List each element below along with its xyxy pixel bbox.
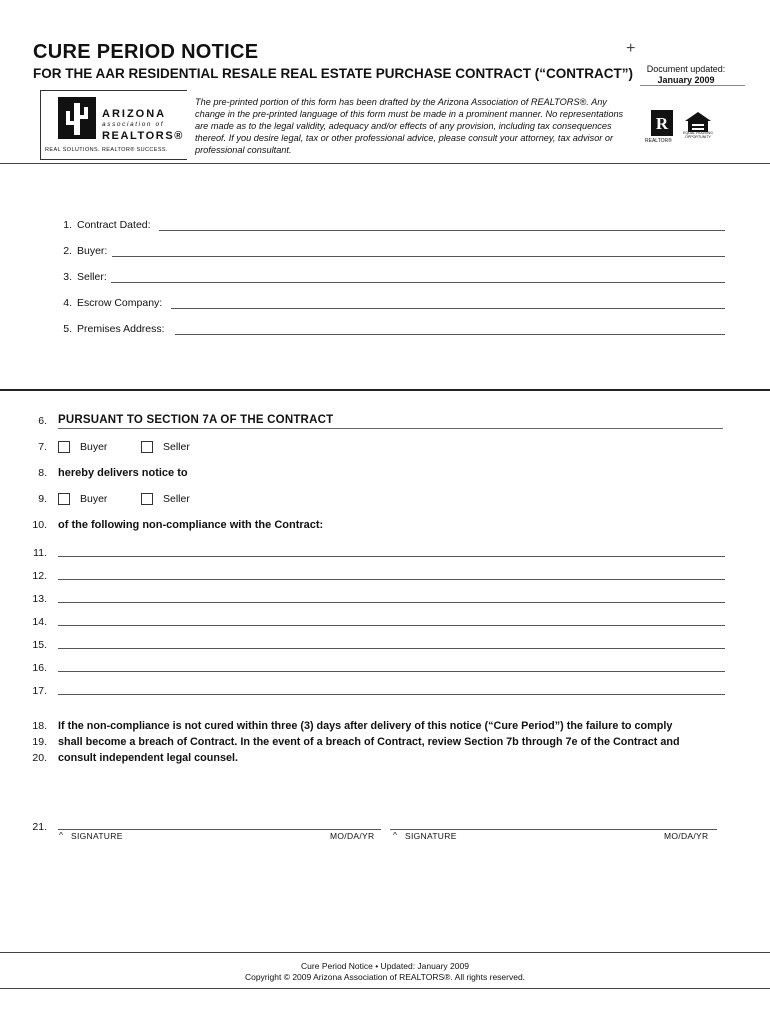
date-label-1: MO/DA/YR (330, 831, 375, 841)
contract-dated-field[interactable] (159, 230, 725, 231)
document-updated (630, 64, 742, 86)
signature-line-2[interactable] (390, 829, 717, 830)
to-buyer-label: Buyer (80, 493, 108, 505)
line-number: 12. (32, 570, 47, 582)
realtor-r-icon (651, 110, 673, 136)
noncompliance-line[interactable] (58, 694, 725, 695)
document-updated-date: January 2009 (657, 75, 715, 85)
cactus-logo-icon (58, 97, 96, 139)
delivers-notice-text: hereby delivers notice to (58, 467, 188, 479)
realtor-label: REALTOR® (645, 138, 672, 144)
cure-text-line: consult independent legal counsel. (58, 752, 238, 764)
document-updated-label: Document updated: (646, 64, 726, 74)
line-number: 8. (38, 467, 47, 479)
caret-icon: ^ (59, 830, 64, 840)
line-number: 18. (32, 720, 47, 732)
form-title: CURE PERIOD NOTICE (33, 41, 259, 63)
premises-address-field[interactable] (175, 334, 725, 335)
premises-address-label: Premises Address: (77, 323, 168, 335)
escrow-company-field[interactable] (171, 308, 725, 309)
seller-field[interactable] (111, 282, 725, 283)
noncompliance-line[interactable] (58, 556, 725, 557)
buyer-label: Buyer: (77, 245, 110, 257)
line-number: 20. (32, 752, 47, 764)
from-buyer-label: Buyer (80, 441, 108, 453)
line-number: 7. (38, 441, 47, 453)
date-label-2: MO/DA/YR (664, 831, 709, 841)
line-number: 9. (38, 493, 47, 505)
logo-association: association of (102, 121, 165, 128)
logo-tagline: REAL SOLUTIONS. REALTOR® SUCCESS. (45, 147, 168, 153)
cure-text-line: If the non-compliance is not cured within three (3) days after delivery of this notice (“Cure Period”) the failure to comply (58, 720, 673, 732)
to-buyer-checkbox[interactable] (58, 493, 70, 505)
line-number: 17. (32, 685, 47, 697)
line-number: 11. (33, 547, 47, 559)
line-number: 1. (63, 219, 72, 231)
cure-text-line: shall become a breach of Contract. In the event of a breach of Contract, review Section 7b through 7e of the Contract and (58, 736, 680, 748)
header-bottom-rule (0, 163, 770, 164)
logo-arizona: ARIZONA (102, 108, 167, 120)
line-number: 13. (32, 593, 47, 605)
contract-dated-label: Contract Dated: (77, 219, 154, 231)
line-number: 14. (32, 616, 47, 628)
line-number: 15. (32, 639, 47, 651)
crosshair-icon: + (626, 40, 636, 57)
footer-top-rule (0, 952, 770, 953)
logo-realtors: REALTORS® (102, 130, 184, 142)
footer-bottom-rule (0, 988, 770, 989)
line-number: 4. (63, 297, 72, 309)
caret-icon: ^ (393, 830, 398, 840)
buyer-field[interactable] (112, 256, 725, 257)
escrow-company-label: Escrow Company: (77, 297, 165, 309)
line-number: 2. (63, 245, 72, 257)
noncompliance-line[interactable] (58, 602, 725, 603)
disclaimer-text: The pre-printed portion of this form has been drafted by the Arizona Association of REALTORS®. Any change in the pre-printed language of this form must be made in a prominent manner. No representations are made as to the legal validity, adequacy and/or effects of any provision, including tax consequences thereof. If you desire legal, tax or other professional advice, please consult your attorney, tax advisor or professional consultant. (195, 97, 624, 155)
footer-line-1: Cure Period Notice • Updated: January 2009 (301, 961, 469, 971)
from-buyer-checkbox[interactable] (58, 441, 70, 453)
line-number: 6. (38, 415, 47, 427)
to-seller-checkbox[interactable] (141, 493, 153, 505)
seller-label: Seller: (77, 271, 110, 283)
line-number: 10. (32, 519, 47, 531)
footer-line-2: Copyright © 2009 Arizona Association of REALTORS®. All rights reserved. (244, 972, 526, 982)
header-divider (640, 85, 745, 86)
noncompliance-line[interactable] (58, 671, 725, 672)
from-seller-label: Seller (163, 441, 190, 453)
line-number: 19. (32, 736, 47, 748)
line-number: 3. (63, 271, 72, 283)
line-number: 16. (32, 662, 47, 674)
signature-line-1[interactable] (58, 829, 381, 830)
from-seller-checkbox[interactable] (141, 441, 153, 453)
line-number: 5. (63, 323, 72, 335)
svg-text:R: R (655, 114, 669, 133)
form-subtitle: FOR THE AAR RESIDENTIAL RESALE REAL ESTATE PURCHASE CONTRACT (“CONTRACT”) (33, 66, 634, 81)
section-heading-rule (58, 428, 723, 429)
noncompliance-line[interactable] (58, 648, 725, 649)
signature-label-1: SIGNATURE (71, 831, 123, 841)
noncompliance-line[interactable] (58, 625, 725, 626)
noncompliance-line[interactable] (58, 579, 725, 580)
section-divider (0, 389, 770, 391)
noncompliance-text: of the following non-compliance with the Contract: (58, 519, 324, 531)
to-seller-label: Seller (163, 493, 190, 505)
signature-label-2: SIGNATURE (405, 831, 457, 841)
section-heading: PURSUANT TO SECTION 7A OF THE CONTRACT (58, 414, 334, 426)
eho-label: EQUAL HOUSING OPPORTUNITY (683, 131, 713, 139)
line-number: 21. (32, 821, 47, 833)
